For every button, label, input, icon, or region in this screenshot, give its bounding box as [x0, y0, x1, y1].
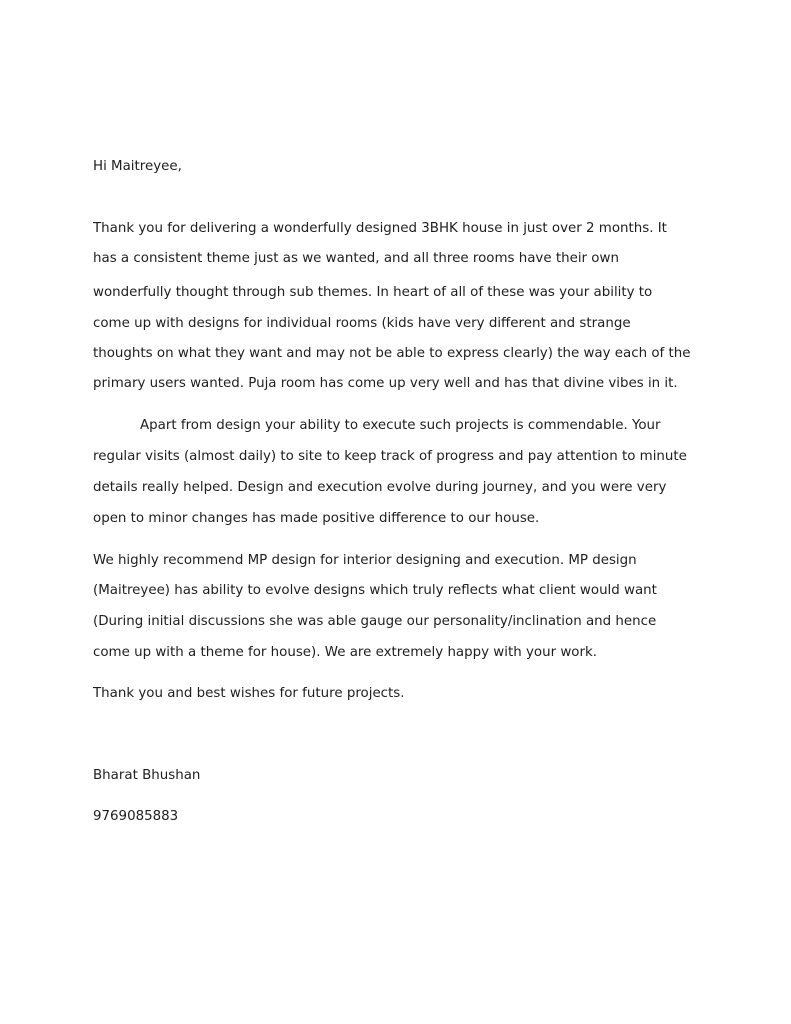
paragraph-line: (Maitreyee) has ability to evolve designs which truly reflects what client would want — [93, 583, 657, 598]
paragraph-line: details really helped. Design and execution evolve during journey, and you were very — [93, 480, 667, 495]
paragraph-line: thoughts on what they want and may not be able to express clearly) the way each of the — [93, 346, 691, 361]
salutation: Hi Maitreyee, — [93, 159, 182, 174]
paragraph-line: come up with designs for individual rooms (kids have very different and strange — [93, 316, 631, 331]
paragraph-line: wonderfully thought through sub themes. In heart of all of these was your ability to — [93, 285, 653, 300]
paragraph-line: We highly recommend MP design for interior designing and execution. MP design — [93, 553, 637, 568]
paragraph-line: (During initial discussions she was able gauge our personality/inclination and hence — [93, 614, 657, 629]
paragraph-line: regular visits (almost daily) to site to keep track of progress and pay attention to minute — [93, 449, 687, 464]
signature-phone: 9769085883 — [93, 809, 179, 824]
paragraph-line: come up with a theme for house). We are extremely happy with your work. — [93, 645, 598, 660]
signature-name: Bharat Bhushan — [93, 768, 201, 783]
paragraph-line: primary users wanted. Puja room has come up very well and has that divine vibes in it. — [93, 376, 678, 391]
paragraph-line: has a consistent theme just as we wanted, and all three rooms have their own — [93, 251, 619, 266]
paragraph-line: Apart from design your ability to execute such projects is commendable. Your — [140, 418, 661, 433]
paragraph-line: Thank you for delivering a wonderfully designed 3BHK house in just over 2 months. It — [93, 221, 667, 236]
paragraph-line: open to minor changes has made positive difference to our house. — [93, 511, 540, 526]
closing-line: Thank you and best wishes for future projects. — [93, 686, 405, 701]
